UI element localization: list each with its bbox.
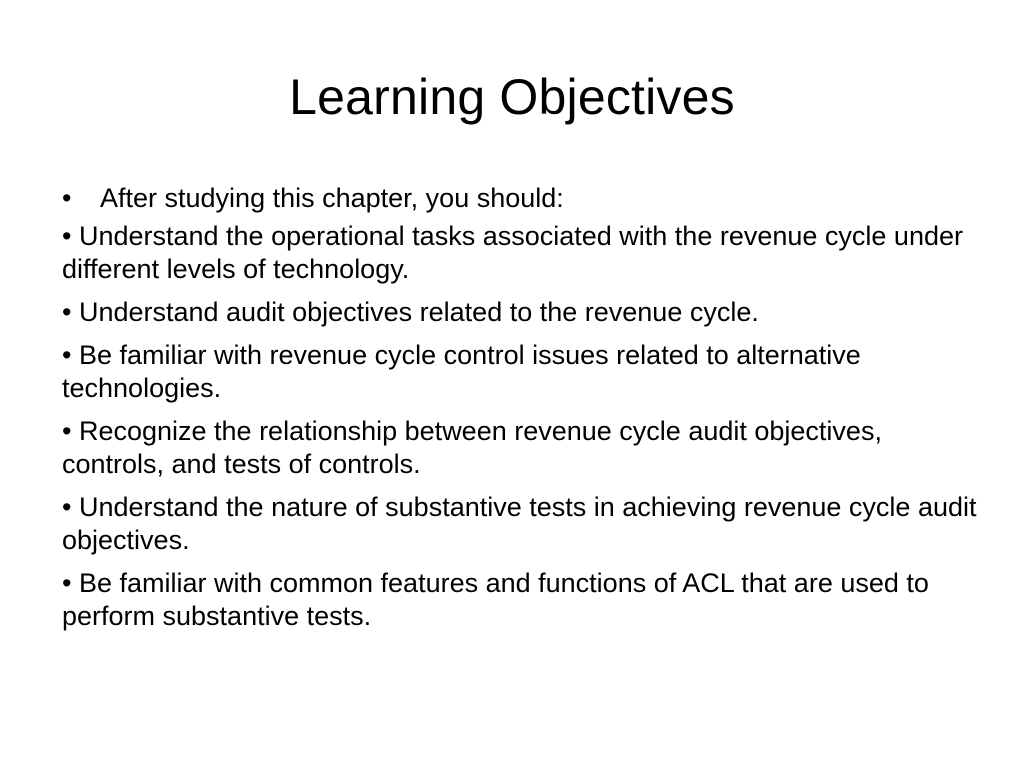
objective-item: • Recognize the relationship between revenue cycle audit objectives, controls, and tests of controls. [62, 416, 882, 479]
objective-item: • Understand audit objectives related to the revenue cycle. [62, 297, 759, 327]
objective-item: • Understand the nature of substantive tests in achieving revenue cycle audit objectives. [62, 492, 977, 555]
objective-item: • Be familiar with common features and functions of ACL that are used to perform substantive tests. [62, 568, 929, 631]
objectives-list [62, 180, 982, 643]
intro-item [62, 180, 982, 216]
objective-item: • Understand the operational tasks associated with the revenue cycle under different levels of technology. [62, 221, 963, 284]
slide-title: Learning Objectives [289, 69, 735, 125]
objective-item: • Be familiar with revenue cycle control issues related to alternative technologies. [62, 340, 861, 403]
bullet-icon: • [62, 183, 72, 213]
intro-text: After studying this chapter, you should: [100, 183, 564, 213]
